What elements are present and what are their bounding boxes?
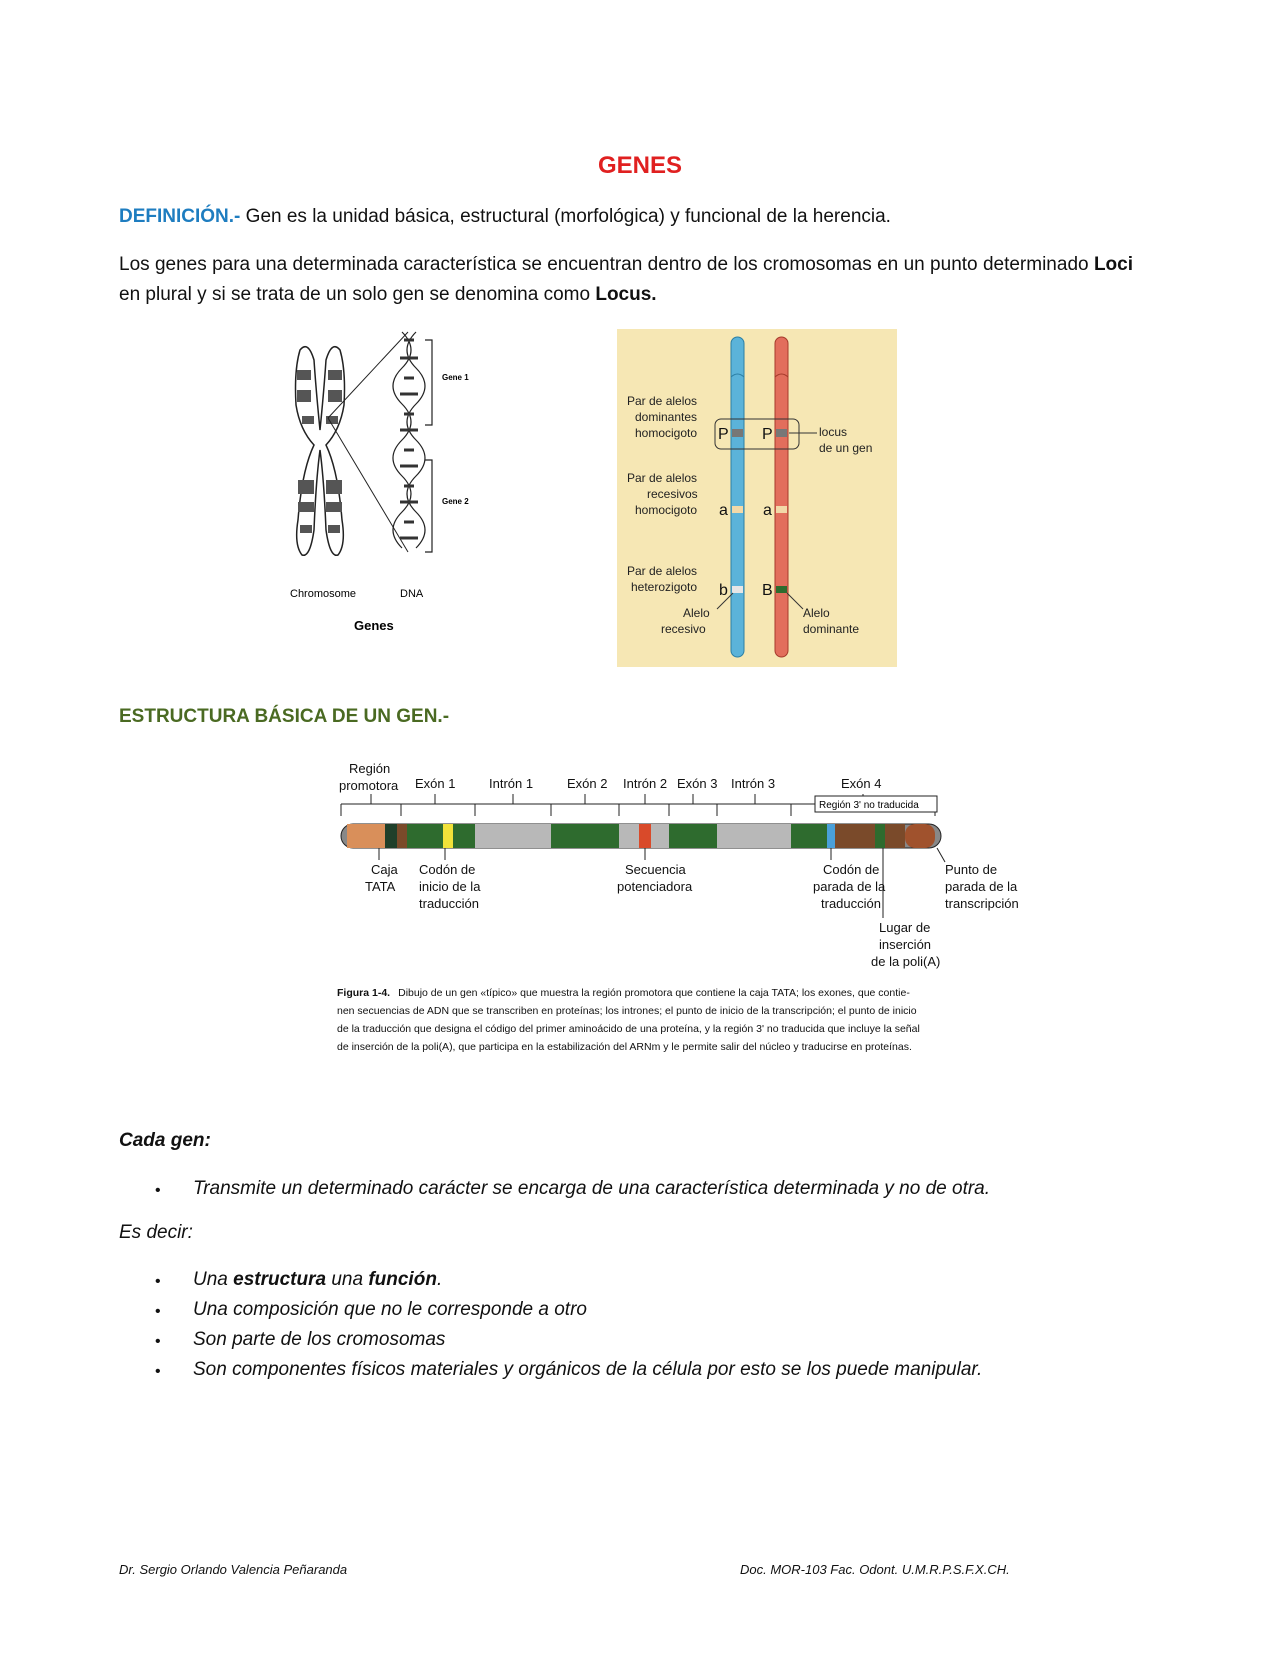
footer-document: Doc. MOR-103 Fac. Odont. U.M.R.P.S.F.X.CH.: [740, 1562, 1010, 1577]
bullet-composicion: Una composición que no le corresponde a otro: [193, 1299, 587, 1320]
bullet-marker: •: [155, 1363, 161, 1380]
tata-line1: Caja: [371, 862, 398, 877]
exon1-label: Exón 1: [415, 776, 456, 791]
lugar-line1: Lugar de: [879, 920, 931, 935]
figure-caption-line1: [337, 987, 910, 999]
allele-recessive-line2: recesivo: [661, 622, 706, 636]
chromosome-label: Chromosome: [290, 588, 357, 600]
chromosome-dna-figure: [280, 330, 520, 660]
term-loci: Loci: [1093, 254, 1133, 275]
cada-gen-heading: Cada gen:: [119, 1130, 211, 1151]
bullet-transmite: Transmite un determinado carácter se encarga de una característica determinada y no de otra.: [193, 1178, 991, 1199]
b1-mid: una: [326, 1269, 369, 1290]
b1-pre: Una: [193, 1269, 234, 1290]
alleles-figure: [617, 329, 897, 667]
allele-P-right: P: [762, 426, 773, 443]
bullet-marker: •: [155, 1182, 161, 1199]
allele-a-left: a: [719, 502, 728, 519]
codon-inicio-line1: Codón de: [419, 862, 476, 877]
definition-text: Gen es la unidad básica, estructural (morfológica) y funcional de la herencia.: [240, 206, 891, 227]
allele-recessive-line1: Alelo: [683, 606, 710, 620]
bullet-marker: •: [155, 1273, 161, 1290]
paragraph-text-2: en plural y si se trata de un solo gen se denomina como: [119, 284, 596, 305]
intron1-label: Intrón 1: [489, 776, 534, 791]
footer-author: Dr. Sergio Orlando Valencia Peñaranda: [119, 1562, 348, 1577]
exon4-label: Exón 4: [841, 776, 882, 791]
punto-line3: transcripción: [945, 896, 1019, 911]
bullet-componentes: Son componentes físicos materiales y orgánicos de la célula por esto se los puede manipular.: [193, 1359, 983, 1380]
codon-parada-line3: traducción: [821, 896, 881, 911]
secuencia-line2: potenciadora: [617, 879, 693, 894]
figure-caption-line4: de inserción de la poli(A), que participa en la estabilización del ARNm y le permite salir del núcleo y traducirse en proteínas.: [337, 1041, 912, 1053]
punto-line1: Punto de: [945, 862, 998, 877]
locus-line1: locus: [819, 425, 848, 439]
codon-inicio-line2: inicio de la: [419, 879, 481, 894]
definition-label: DEFINICIÓN.-: [119, 206, 241, 227]
allele-a-right: a: [763, 502, 772, 519]
genes-caption: Genes: [354, 618, 394, 633]
page-title: GENES: [597, 152, 683, 179]
b1-post: .: [436, 1269, 443, 1290]
allele-dominant-line2: dominante: [803, 622, 860, 636]
secuencia-line1: Secuencia: [625, 862, 686, 877]
hetero-pair-line1: Par de alelos: [627, 564, 698, 578]
codon-inicio-line3: traducción: [419, 896, 479, 911]
allele-dominant-line1: Alelo: [803, 606, 830, 620]
figure-caption-label: Figura 1-4.: [337, 987, 391, 999]
recessive-pair-line3: homocigoto: [635, 503, 698, 517]
hetero-pair-line2: heterozigoto: [631, 580, 698, 594]
gene2-label: Gene 2: [442, 497, 469, 506]
dominant-pair-line3: homocigoto: [635, 426, 698, 440]
bullet-estructura-funcion: [193, 1269, 442, 1291]
recessive-pair-line2: recesivos: [647, 487, 698, 501]
es-decir-label: Es decir:: [119, 1222, 193, 1243]
region3-label: Región 3' no traducida: [819, 800, 919, 811]
paragraph-text-1: Los genes para una determinada característica se encuentran dentro de los cromosomas en un punto determinado: [119, 254, 1094, 275]
bullet-cromosomas: Son parte de los cromosomas: [193, 1329, 446, 1350]
b1-funcion: función: [368, 1269, 437, 1290]
codon-parada-line1: Codón de: [823, 862, 880, 877]
dominant-pair-line2: dominantes: [635, 410, 698, 424]
intron3-label: Intrón 3: [731, 776, 776, 791]
figure-caption-line2: nen secuencias de ADN que se transcriben en proteínas; los intrones; el punto de inicio de la transcripción; el punto de inicio: [337, 1005, 917, 1017]
bullet-marker: •: [155, 1303, 161, 1320]
figure-caption-line3: de la traducción que designa el código del primer aminoácido de una proteína, y la región 3' no traducida que incluye la señal: [337, 1023, 920, 1035]
bullet-marker: •: [155, 1333, 161, 1350]
term-locus: Locus.: [595, 284, 657, 305]
gene1-label: Gene 1: [442, 373, 469, 382]
locus-line2: de un gen: [819, 441, 873, 455]
gene-structure-figure: [335, 750, 1035, 1105]
region-promotora-line2: promotora: [339, 778, 399, 793]
dominant-pair-line1: Par de alelos: [627, 394, 698, 408]
exon3-label: Exón 3: [677, 776, 718, 791]
recessive-pair-line1: Par de alelos: [627, 471, 698, 485]
codon-parada-line2: parada de la: [813, 879, 886, 894]
allele-B: B: [762, 582, 773, 599]
lugar-line3: de la poli(A): [871, 954, 941, 969]
intro-paragraph: [119, 250, 1133, 310]
allele-b: b: [719, 582, 728, 599]
definition: [119, 206, 891, 228]
b1-estructura: estructura: [233, 1269, 327, 1290]
allele-P-left: P: [718, 426, 729, 443]
dna-label: DNA: [400, 588, 424, 600]
lugar-line2: inserción: [879, 937, 932, 952]
section-heading-estructura: ESTRUCTURA BÁSICA DE UN GEN.-: [119, 706, 450, 727]
caption-text-1: Dibujo de un gen «típico» que muestra la región promotora que contiene la caja TATA; los exones, que contie-: [398, 987, 910, 999]
punto-line2: parada de la: [945, 879, 1018, 894]
region-promotora-line1: Región: [349, 761, 391, 776]
intron2-label: Intrón 2: [623, 776, 668, 791]
exon2-label: Exón 2: [567, 776, 608, 791]
tata-line2: TATA: [365, 879, 396, 894]
